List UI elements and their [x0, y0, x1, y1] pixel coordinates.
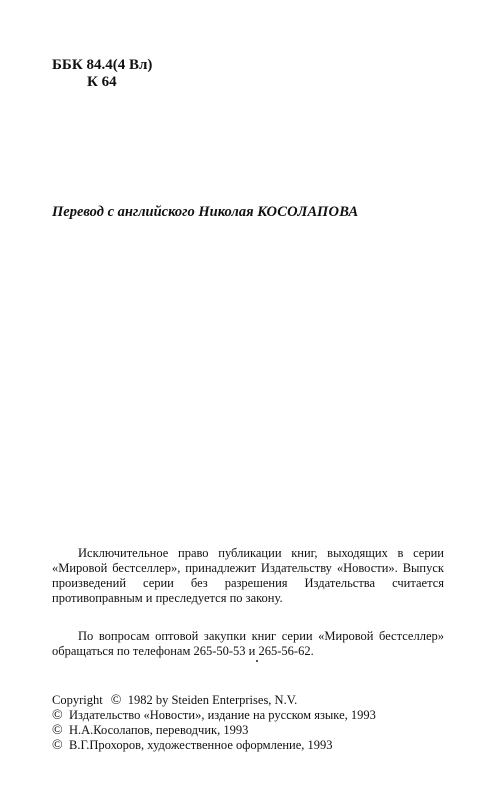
translation-prefix: Перевод с английского Николая [52, 204, 254, 220]
copyright-symbol-icon: © [52, 738, 63, 753]
copyright-line [52, 693, 376, 708]
copyright-line [52, 723, 376, 738]
translator-surname: КОСОЛАПОВА [257, 204, 359, 220]
translation-credit [52, 204, 358, 221]
copyright-line [52, 708, 376, 723]
copyright-symbol-icon: © [52, 723, 63, 738]
copyright-text: Н.А.Косолапов, переводчик, 1993 [69, 723, 249, 737]
wholesale-notice [52, 629, 444, 659]
bbk-code: ББК 84.4(4 Вл) [52, 57, 153, 73]
print-speck [256, 660, 258, 662]
copyright-word: Copyright [52, 693, 103, 707]
copyright-text: Издательство «Новости», издание на русском языке, 1993 [69, 708, 376, 722]
copyright-symbol-icon: © [52, 708, 63, 723]
author-mark: К 64 [87, 74, 117, 90]
copyright-symbol-icon: © [110, 693, 122, 708]
copyright-text: В.Г.Прохоров, художественное оформление, 1993 [69, 738, 333, 752]
copyright-line [52, 738, 376, 753]
rights-notice [52, 546, 444, 606]
library-classification [52, 57, 152, 91]
wholesale-notice-text: По вопросам оптовой закупки книг серии «Мировой бестселлер» обращаться по телефонам 265-50-53 и 265-56-62. [52, 629, 444, 658]
copyright-block [52, 693, 376, 753]
copyright-text: 1982 by Steiden Enterprises, N.V. [127, 693, 298, 707]
rights-notice-text: Исключительное право публикации книг, выходящих в серии «Мировой бестселлер», принадлежит Издательству «Новости». Выпуск произведений серии без разрешения Издательства считается противоправным и преследуется по закону. [52, 546, 444, 605]
